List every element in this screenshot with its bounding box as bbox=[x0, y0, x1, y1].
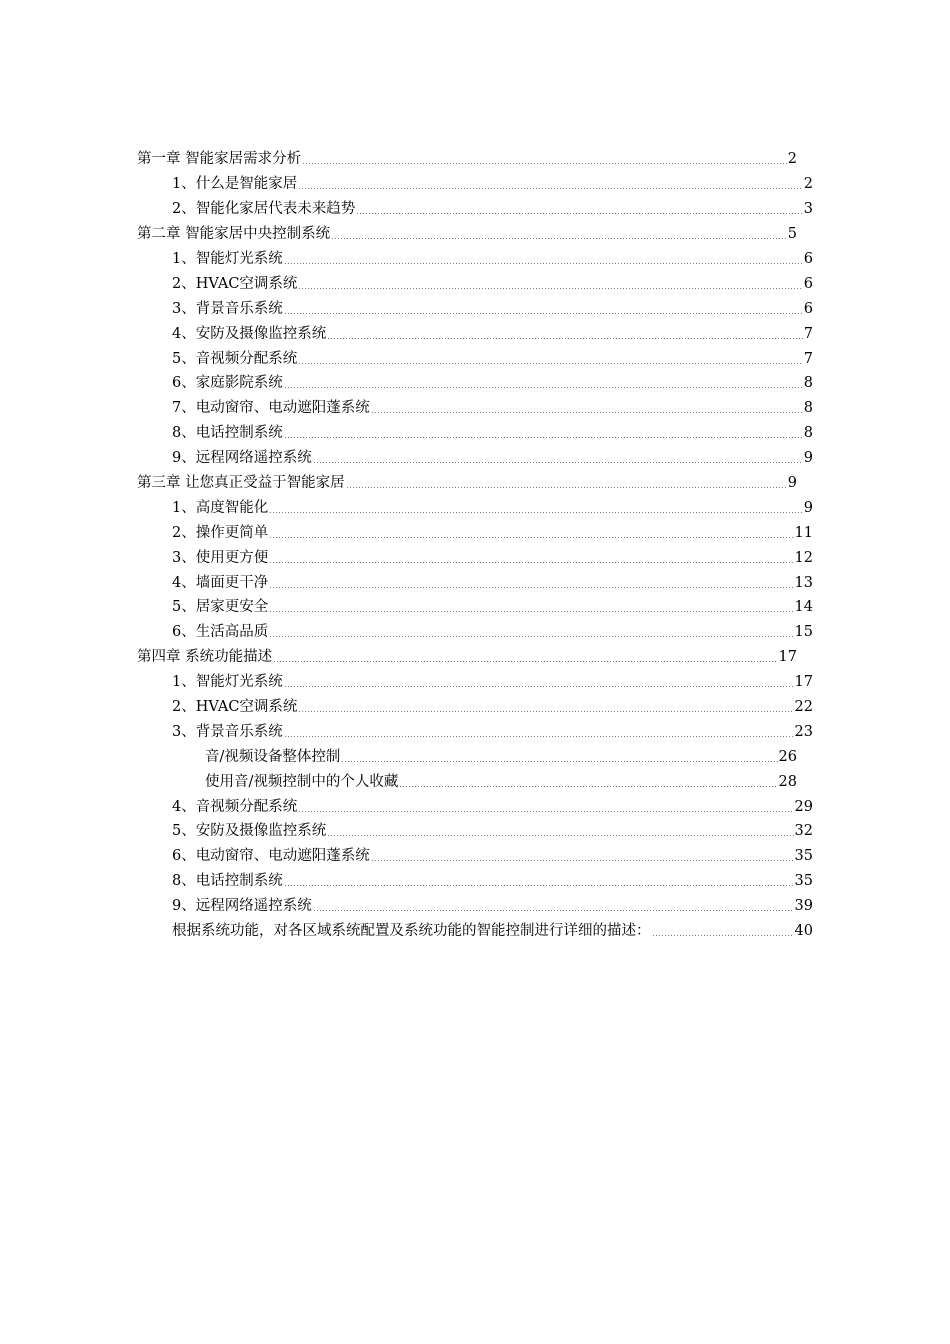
toc-dot-leader bbox=[269, 537, 793, 538]
toc-entry-title: 4、音视频分配系统 bbox=[172, 798, 298, 815]
toc-page-number: 23 bbox=[794, 723, 813, 740]
toc-dot-leader bbox=[284, 387, 803, 388]
toc-dot-leader bbox=[346, 487, 787, 488]
toc-dot-leader bbox=[327, 338, 803, 339]
toc-entry-title: 1、智能灯光系统 bbox=[172, 251, 283, 267]
toc-section-entry[interactable] bbox=[0, 321, 813, 346]
toc-section-entry[interactable] bbox=[0, 570, 813, 595]
toc-chapter-entry[interactable] bbox=[0, 147, 797, 172]
toc-entry-title: 音/视频设备整体控制 bbox=[205, 748, 341, 765]
toc-page-number: 6 bbox=[803, 251, 813, 267]
toc-entry-title: 1、什么是智能家居 bbox=[172, 176, 298, 193]
toc-dot-leader bbox=[298, 811, 793, 812]
toc-entry-title: 5、安防及摄像监控系统 bbox=[172, 823, 327, 840]
toc-page-number: 12 bbox=[794, 549, 813, 566]
toc-page-number: 7 bbox=[803, 325, 813, 342]
toc-section-entry[interactable] bbox=[0, 819, 813, 844]
toc-entry-title: 2、智能化家居代表未来趋势 bbox=[172, 201, 356, 218]
toc-entry-title: 6、家庭影院系统 bbox=[172, 375, 283, 392]
toc-page-number: 6 bbox=[803, 275, 813, 292]
toc-dot-leader bbox=[298, 363, 803, 364]
toc-dot-leader bbox=[284, 736, 794, 737]
toc-page-number: 35 bbox=[794, 848, 813, 865]
toc-chapter-entry[interactable] bbox=[0, 222, 797, 247]
toc-page-number: 11 bbox=[794, 524, 813, 541]
toc-dot-leader bbox=[313, 910, 794, 911]
toc-section-entry[interactable] bbox=[0, 346, 813, 371]
toc-section-entry[interactable] bbox=[0, 595, 813, 620]
toc-section-entry[interactable] bbox=[0, 271, 813, 296]
toc-entry-title: 3、背景音乐系统 bbox=[172, 723, 283, 740]
toc-section-entry[interactable] bbox=[0, 247, 813, 272]
toc-page-number: 39 bbox=[794, 898, 813, 915]
toc-page-number: 8 bbox=[803, 400, 813, 417]
toc-section-entry[interactable] bbox=[0, 719, 813, 744]
toc-page-number: 5 bbox=[787, 226, 797, 243]
toc-section-entry[interactable] bbox=[0, 197, 813, 222]
toc-dot-leader bbox=[269, 611, 793, 612]
toc-section-entry[interactable] bbox=[0, 421, 813, 446]
toc-entry-title: 8、电话控制系统 bbox=[172, 873, 283, 890]
toc-entry-title: 6、电动窗帘、电动遮阳蓬系统 bbox=[172, 848, 370, 865]
toc-dot-leader bbox=[341, 761, 777, 762]
toc-entry-title: 9、远程网络遥控系统 bbox=[172, 898, 312, 915]
toc-entry-title: 第一章 智能家居需求分析 bbox=[137, 151, 302, 168]
toc-page-number: 8 bbox=[803, 375, 813, 392]
toc-entry-title: 使用音/视频控制中的个人收藏 bbox=[205, 773, 399, 790]
toc-chapter-entry[interactable] bbox=[0, 645, 797, 670]
toc-dot-leader bbox=[327, 835, 793, 836]
toc-dot-leader bbox=[313, 462, 803, 463]
toc-entry-title: 第四章 系统功能描述 bbox=[137, 649, 273, 666]
toc-chapter-entry[interactable] bbox=[0, 471, 797, 496]
toc-dot-leader bbox=[269, 587, 793, 588]
toc-subsection-entry[interactable] bbox=[0, 744, 797, 769]
toc-dot-leader bbox=[298, 188, 803, 189]
toc-entry-title: 5、居家更安全 bbox=[172, 599, 269, 616]
toc-dot-leader bbox=[284, 437, 803, 438]
toc-dot-leader bbox=[284, 686, 794, 687]
toc-section-entry[interactable] bbox=[0, 919, 813, 944]
toc-dot-leader bbox=[269, 636, 793, 637]
toc-dot-leader bbox=[371, 860, 794, 861]
toc-page-number: 7 bbox=[803, 350, 813, 367]
toc-section-entry[interactable] bbox=[0, 520, 813, 545]
toc-page-number: 6 bbox=[803, 300, 813, 317]
toc-page-number: 3 bbox=[803, 201, 813, 218]
toc-section-entry[interactable] bbox=[0, 396, 813, 421]
toc-page-number: 35 bbox=[794, 873, 813, 890]
toc-entry-title: 2、HVAC空调系统 bbox=[172, 699, 298, 716]
toc-entry-title: 6、生活高品质 bbox=[172, 624, 269, 641]
toc-dot-leader bbox=[298, 711, 793, 712]
toc-section-entry[interactable] bbox=[0, 695, 813, 720]
toc-page-number: 8 bbox=[803, 425, 813, 442]
toc-section-entry[interactable] bbox=[0, 296, 813, 321]
toc-dot-leader bbox=[284, 885, 794, 886]
toc-dot-leader bbox=[356, 213, 803, 214]
toc-dot-leader bbox=[302, 163, 787, 164]
toc-entry-title: 4、安防及摄像监控系统 bbox=[172, 325, 327, 342]
toc-entry-title: 根据系统功能，对各区域系统配置及系统功能的智能控制进行详细的描述： bbox=[172, 923, 651, 940]
toc-page-number: 9 bbox=[803, 450, 813, 467]
toc-entry-title: 第二章 智能家居中央控制系统 bbox=[137, 226, 331, 243]
toc-section-entry[interactable] bbox=[0, 670, 813, 695]
toc-subsection-entry[interactable] bbox=[0, 769, 797, 794]
toc-entry-title: 7、电动窗帘、电动遮阳蓬系统 bbox=[172, 400, 370, 417]
toc-entry-title: 2、操作更简单 bbox=[172, 524, 269, 541]
toc-section-entry[interactable] bbox=[0, 371, 813, 396]
toc-dot-leader bbox=[298, 288, 802, 289]
toc-section-entry[interactable] bbox=[0, 495, 813, 520]
toc-page-number: 26 bbox=[778, 748, 797, 765]
toc-page-number: 28 bbox=[778, 773, 797, 790]
toc-dot-leader bbox=[331, 238, 787, 239]
toc-section-entry[interactable] bbox=[0, 172, 813, 197]
toc-page-number: 29 bbox=[794, 798, 813, 815]
toc-entry-title: 5、音视频分配系统 bbox=[172, 350, 298, 367]
toc-entry-title: 4、墙面更干净 bbox=[172, 574, 269, 591]
toc-section-entry[interactable] bbox=[0, 794, 813, 819]
toc-entry-title: 3、背景音乐系统 bbox=[172, 300, 283, 317]
toc-page-number: 17 bbox=[794, 674, 813, 691]
toc-dot-leader bbox=[399, 786, 777, 787]
toc-entry-title: 2、HVAC空调系统 bbox=[172, 275, 298, 292]
toc-entry-title: 3、使用更方便 bbox=[172, 549, 269, 566]
toc-page-number: 13 bbox=[794, 574, 813, 591]
toc-section-entry[interactable] bbox=[0, 545, 813, 570]
toc-page-number: 9 bbox=[803, 499, 813, 516]
toc-entry-title: 8、电话控制系统 bbox=[172, 425, 283, 442]
toc-page-number: 32 bbox=[794, 823, 813, 840]
toc-section-entry[interactable] bbox=[0, 446, 813, 471]
toc-dot-leader bbox=[269, 512, 803, 513]
toc-page-number: 9 bbox=[787, 475, 797, 492]
toc-entry-title: 1、智能灯光系统 bbox=[172, 674, 283, 691]
toc-page-number: 17 bbox=[778, 649, 797, 666]
toc-dot-leader bbox=[284, 263, 803, 264]
toc-page-number: 2 bbox=[803, 176, 813, 193]
toc-page-number: 40 bbox=[794, 923, 813, 940]
toc-entry-title: 1、高度智能化 bbox=[172, 499, 269, 516]
toc-entry-title: 9、远程网络遥控系统 bbox=[172, 450, 312, 467]
toc-page-number: 2 bbox=[787, 151, 797, 168]
toc-entry-title: 第三章 让您真正受益于智能家居 bbox=[137, 475, 345, 492]
toc-section-entry[interactable] bbox=[0, 620, 813, 645]
toc-dot-leader bbox=[269, 562, 793, 563]
toc-dot-leader bbox=[273, 661, 777, 662]
toc-page-number: 15 bbox=[794, 624, 813, 641]
table-of-contents bbox=[0, 147, 950, 944]
toc-section-entry[interactable] bbox=[0, 894, 813, 919]
toc-dot-leader bbox=[652, 935, 794, 936]
toc-section-entry[interactable] bbox=[0, 844, 813, 869]
toc-page-number: 22 bbox=[794, 699, 813, 716]
toc-section-entry[interactable] bbox=[0, 869, 813, 894]
toc-dot-leader bbox=[371, 412, 803, 413]
toc-page-number: 14 bbox=[794, 599, 813, 616]
toc-dot-leader bbox=[284, 313, 803, 314]
